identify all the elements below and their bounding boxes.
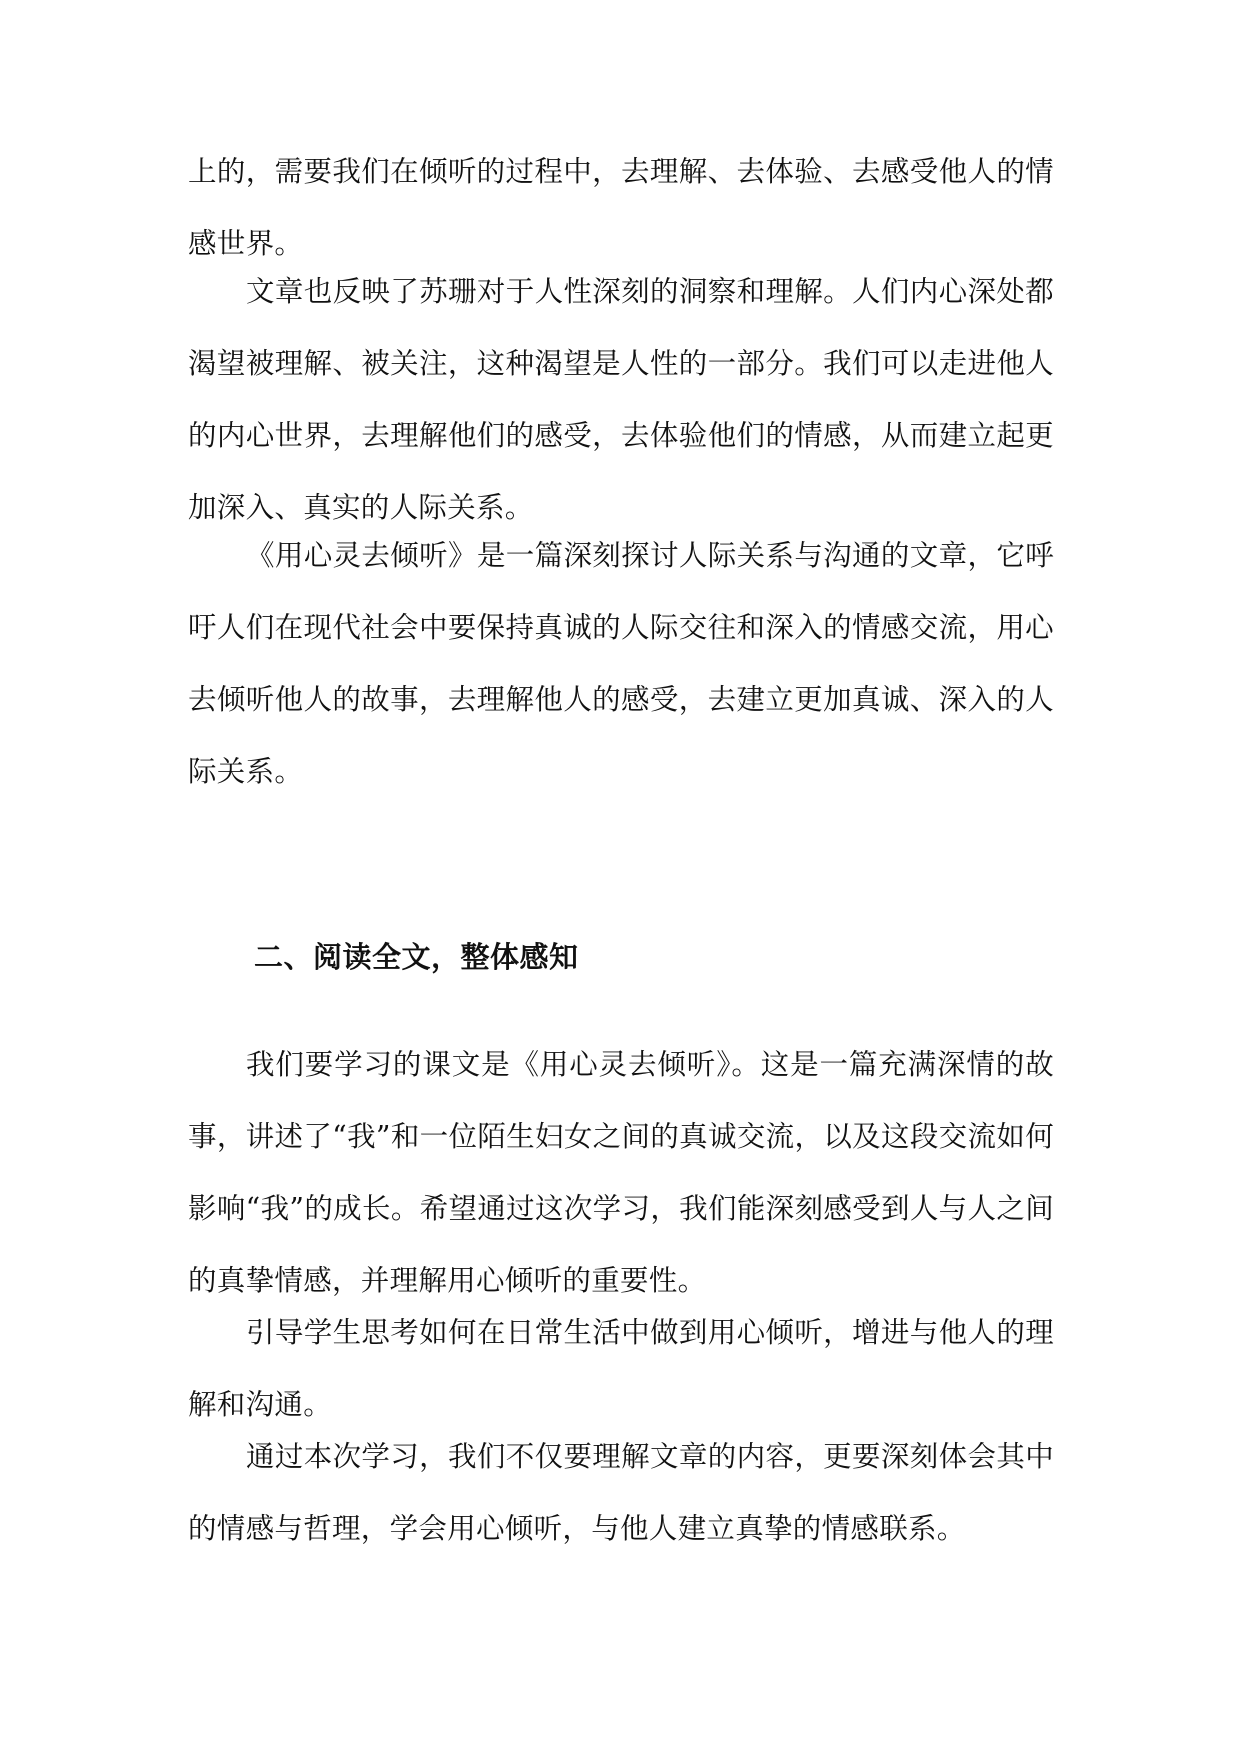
paragraph-guidance: 引导学生思考如何在日常生活中做到用心倾听，增进与他人的理解和沟通。 <box>188 1316 1054 1421</box>
paragraph-lesson-intro: 我们要学习的课文是《用心灵去倾听》。这是一篇充满深情的故事，讲述了“我”和一位陌生妇女之间的真诚交流，以及这段交流如何影响“我”的成长。希望通过这次学习，我们能深刻感受到人与人之间的真挚情感，并理解用心倾听的重要性。 <box>188 1048 1054 1297</box>
document-page <box>188 0 1054 1754</box>
paragraph-conclusion: 通过本次学习，我们不仅要理解文章的内容，更要深刻体会其中的情感与哲理，学会用心倾听，与他人建立真挚的情感联系。 <box>188 1440 1054 1545</box>
paragraph-article-summary: 《用心灵去倾听》是一篇深刻探讨人际关系与沟通的文章，它呼吁人们在现代社会中要保持真诚的人际交往和深入的情感交流，用心去倾听他人的故事，去理解他人的感受，去建立更加真诚、深入的人际关系。 <box>188 539 1054 788</box>
section-heading: 二、阅读全文，整体感知 <box>254 940 579 974</box>
paragraph-human-nature: 文章也反映了苏珊对于人性深刻的洞察和理解。人们内心深处都渴望被理解、被关注，这种渴望是人性的一部分。我们可以走进他人的内心世界，去理解他们的感受，去体验他们的情感，从而建立起更加深入、真实的人际关系。 <box>188 275 1054 524</box>
paragraph-continuation: 上的，需要我们在倾听的过程中，去理解、去体验、去感受他人的情感世界。 <box>188 155 1054 260</box>
